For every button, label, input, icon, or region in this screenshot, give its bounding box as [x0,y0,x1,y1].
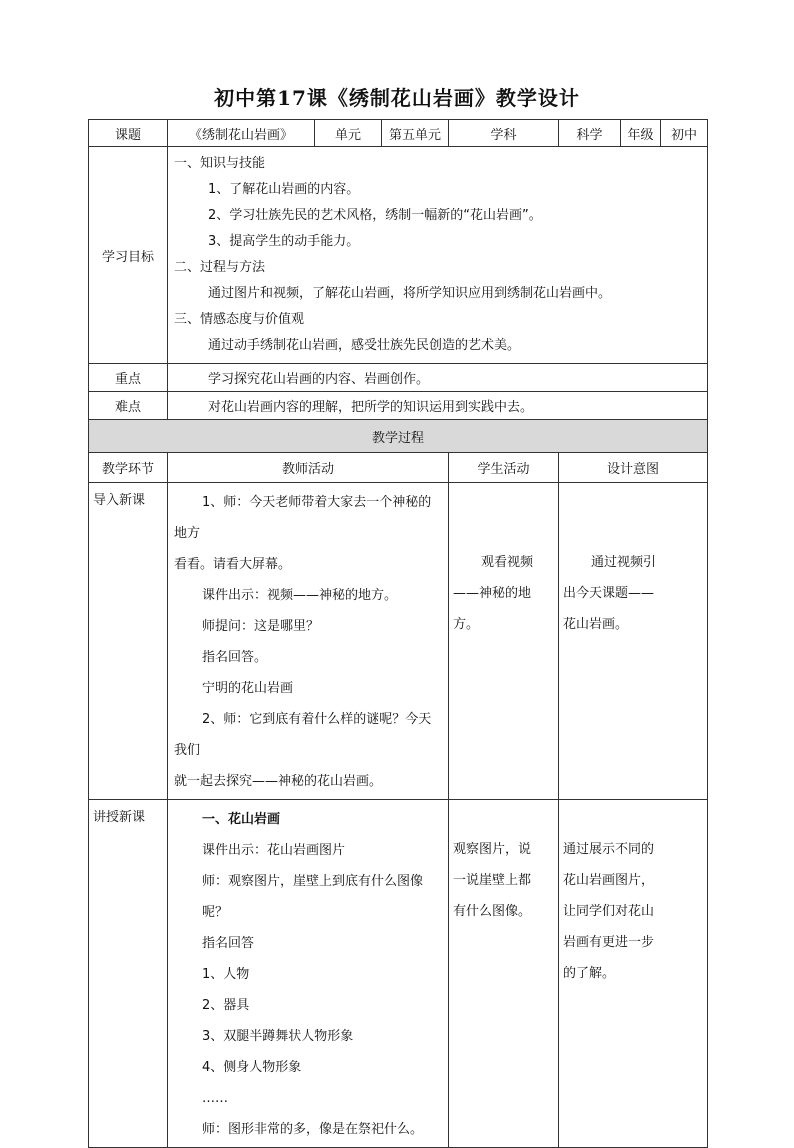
col-student-header: 学生活动 [449,453,559,483]
teacher-line: 师：观察图片，崖壁上到底有什么图像呢？ [202,874,424,920]
cell-subject-label: 学科 [449,120,559,147]
cell-teacher-new [168,800,449,1148]
cell-key-text: 学习探究花山岩画的内容、岩画创作。 [168,364,708,392]
row-stage-new: 讲授新课 [89,800,168,1148]
teacher-line: 指名回答。 [202,650,268,665]
teacher-line: 3、双腿半蹲舞状人物形象 [202,1029,354,1044]
student-line: 观察图片，说 [453,842,532,857]
student-line: 观看视频 [481,555,534,570]
goal-item: 3、提高学生的动手能力。 [208,234,360,249]
teacher-line: 指名回答 [202,936,255,951]
student-line: 方。 [453,617,480,632]
cell-topic-value: 《绣制花山岩画》 [168,120,315,147]
cell-unit-label: 单元 [315,120,382,147]
cell-difficulty-text: 对花山岩画内容的理解，把所学的知识运用到实践中去。 [168,392,708,420]
cell-difficulty-label: 难点 [89,392,168,420]
student-line: 一说崖壁上都 [453,873,532,888]
goal-item: 2、学习壮族先民的艺术风格，绣制一幅新的“花山岩画”。 [208,208,542,223]
design-line: 通过视频引 [591,555,657,570]
student-line: 有什么图像。 [453,904,532,919]
cell-goals-label: 学习目标 [89,147,168,364]
col-stage-header: 教学环节 [89,453,168,483]
design-line: 让同学们对花山 [563,904,655,919]
cell-grade-label: 年级 [621,120,661,147]
teacher-line: 1、人物 [202,967,250,982]
lesson-plan-table [88,119,708,1148]
design-line: 通过展示不同的 [563,842,655,857]
cell-design-new [559,800,708,1148]
goal-text: 通过图片和视频，了解花山岩画，将所学知识应用到绣制花山岩画中。 [208,286,612,301]
design-line: 岩画有更进一步 [563,935,655,950]
col-teacher-header: 教师活动 [168,453,449,483]
teacher-line: 2、师：它到底有着什么样的谜呢？今天我们 [174,712,432,758]
cell-unit-value: 第五单元 [382,120,449,147]
page-title: 初中第17课《绣制花山岩画》教学设计 [214,86,580,110]
teacher-line: 师提问：这是哪里？ [202,619,320,634]
cell-topic-label: 课题 [89,120,168,147]
goal-text: 通过动手绣制花山岩画，感受壮族先民创造的艺术美。 [208,338,521,353]
teacher-line: 课件出示：花山岩画图片 [202,843,346,858]
teacher-line: 2、器具 [202,998,250,1013]
teacher-line: 1、师：今天老师带着大家去一个神秘的地方 [174,495,432,541]
teacher-line: 看看。请看大屏幕。 [174,557,292,572]
cell-subject-value: 科学 [559,120,621,147]
cell-student-new [449,800,559,1148]
goal-heading-2: 二、过程与方法 [174,260,266,275]
teacher-line: 4、侧身人物形象 [202,1060,302,1075]
goal-heading-3: 三、情感态度与价值观 [174,312,305,327]
design-line: 花山岩画图片， [563,873,655,888]
teacher-line: 一、花山岩画 [202,812,281,827]
teacher-line: 就一起去探究——神秘的花山岩画。 [174,774,383,789]
cell-goals-content [168,147,708,364]
design-line: 出今天课题—— [563,586,655,601]
design-line: 花山岩画。 [563,617,629,632]
col-design-header: 设计意图 [559,453,708,483]
student-line: ——神秘的地 [453,586,532,601]
cell-student-intro [449,483,559,800]
teacher-line: 课件出示：视频——神秘的地方。 [202,588,398,603]
teacher-line: 宁明的花山岩画 [202,681,294,696]
cell-design-intro [559,483,708,800]
process-heading: 教学过程 [89,420,708,453]
design-line: 的了解。 [563,966,616,981]
goal-heading-1: 一、知识与技能 [174,156,266,171]
goal-item: 1、了解花山岩画的内容。 [208,182,360,197]
cell-grade-value: 初中 [661,120,708,147]
cell-key-label: 重点 [89,364,168,392]
row-stage-intro: 导入新课 [89,483,168,800]
teacher-line: 师：图形非常的多，像是在祭祀什么。 [202,1122,424,1137]
cell-teacher-intro [168,483,449,800]
teacher-line: …… [202,1091,228,1106]
